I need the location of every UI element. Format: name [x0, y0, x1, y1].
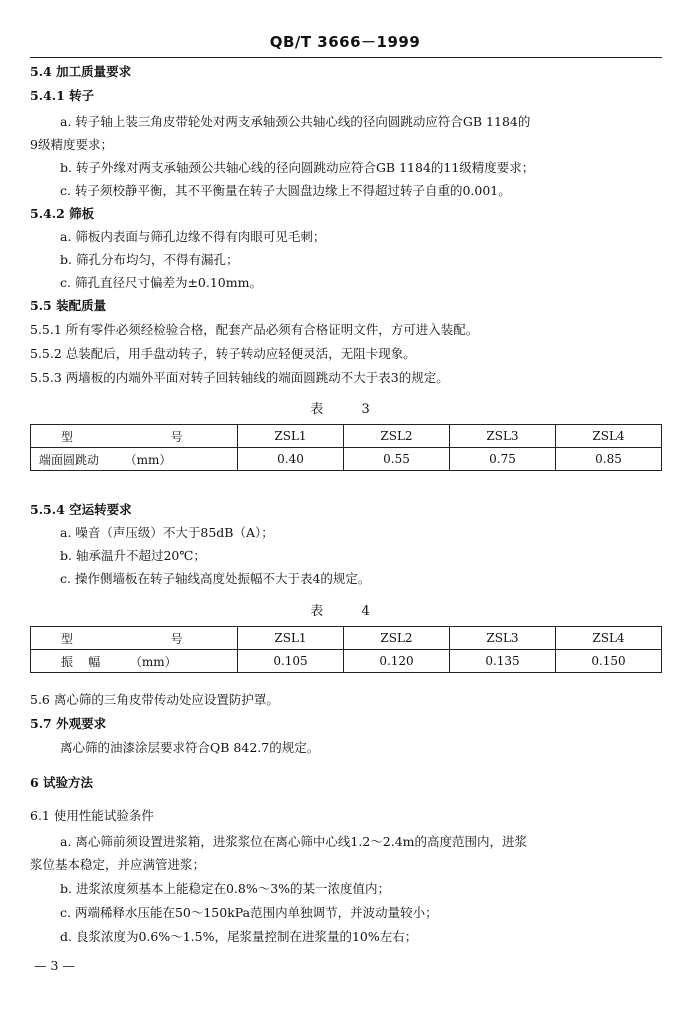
section-5-5-heading: 5.5 装配质量 — [30, 298, 107, 313]
item-5-4-1-a-line1: a. 转子轴上装三角皮带轮处对两支承轴颈公共轴心线的径向圆跳动应符合GB 1184的 — [60, 114, 531, 129]
item-5-4-1-a-line2: 9级精度要求； — [30, 137, 113, 152]
table-3-header-cell: ZSL1 — [238, 425, 344, 448]
item-5-5-4-b: b. 轴承温升不超过20℃； — [60, 548, 206, 563]
page-number: — 3 — — [34, 958, 75, 973]
page-header-standard-number: QB/T 3666－1999 — [269, 33, 421, 51]
item-5-5-4-c: c. 操作侧墙板在转子轴线高度处振幅不大于表4的规定。 — [60, 571, 371, 586]
table-4-header-row — [31, 627, 662, 650]
table-3-header-cell: ZSL3 — [450, 425, 556, 448]
table-4-row-unit: （mm） — [129, 654, 177, 669]
table-4-header-type: 型 — [61, 631, 74, 646]
section-5-6: 5.6 离心筛的三角皮带传动处应设置防护罩。 — [30, 692, 279, 707]
table-4-value-cell: 0.120 — [344, 650, 450, 673]
item-5-4-1-c: c. 转子须校静平衡，其不平衡量在转子大圆盘边缘上不得超过转子自重的0.001。 — [60, 183, 511, 198]
item-6-1-c: c. 两端稀释水压能在50～150kPa范围内单独调节，并波动量较小； — [60, 905, 438, 920]
section-5-7-heading: 5.7 外观要求 — [30, 716, 107, 731]
table-4-header-type-model — [31, 627, 238, 650]
header-rule — [30, 57, 662, 58]
table-3-header-cell: ZSL2 — [344, 425, 450, 448]
table-3-caption: 表 3 — [310, 402, 380, 417]
table-3-value-cell: 0.40 — [238, 448, 344, 471]
section-5-5-1: 5.5.1 所有零件必须经检验合格，配套产品必须有合格证明文件，方可进入装配。 — [30, 322, 479, 337]
table-4-value-cell: 0.105 — [238, 650, 344, 673]
table-4-row-label-cell — [31, 650, 238, 673]
table-3-header-cell: ZSL4 — [556, 425, 662, 448]
section-5-4-2-heading: 5.4.2 筛板 — [30, 206, 95, 221]
table-4-header-cell: ZSL3 — [450, 627, 556, 650]
table-3-value-cell: 0.75 — [450, 448, 556, 471]
table-4-header-model: 号 — [170, 631, 183, 646]
section-5-4-heading: 5.4 加工质量要求 — [30, 64, 132, 79]
table-4-header-cell: ZSL2 — [344, 627, 450, 650]
table-3-row-label: 端面圆跳动 — [39, 452, 100, 467]
item-5-5-4-a: a. 噪音（声压级）不大于85dB（A）； — [60, 525, 274, 540]
item-6-1-b: b. 进浆浓度须基本上能稳定在0.8%～3%的某一浓度值内； — [60, 881, 391, 896]
section-6-1-heading: 6.1 使用性能试验条件 — [30, 808, 154, 823]
table-3-header-type: 型 — [61, 429, 74, 444]
table-4-header-cell: ZSL1 — [238, 627, 344, 650]
item-5-4-2-b: b. 筛孔分布均匀，不得有漏孔； — [60, 252, 239, 267]
section-5-5-2: 5.5.2 总装配后，用手盘动转子，转子转动应轻便灵活，无阻卡现象。 — [30, 346, 416, 361]
section-5-7-text: 离心筛的油漆涂层要求符合QB 842.7的规定。 — [60, 740, 320, 755]
item-6-1-d: d. 良浆浓度为0.6%～1.5%，尾浆量控制在进浆量的10%左右； — [60, 929, 418, 944]
table-4 — [30, 626, 662, 673]
item-5-4-2-a: a. 筛板内表面与筛孔边缘不得有肉眼可见毛刺； — [60, 229, 326, 244]
table-3-data-row — [31, 448, 662, 471]
table-4-row-label: 振 幅 — [61, 654, 101, 669]
table-4-caption: 表 4 — [310, 604, 380, 619]
section-5-4-1-heading: 5.4.1 转子 — [30, 88, 95, 103]
item-6-1-a-line1: a. 离心筛前须设置进浆箱，进浆浆位在离心筛中心线1.2～2.4m的高度范围内，进浆 — [60, 834, 528, 849]
table-3-value-cell: 0.85 — [556, 448, 662, 471]
section-6-heading: 6 试验方法 — [30, 775, 94, 790]
section-5-5-4-heading: 5.5.4 空运转要求 — [30, 502, 132, 517]
section-5-5-3: 5.5.3 两墙板的内端外平面对转子回转轴线的端面圆跳动不大于表3的规定。 — [30, 370, 449, 385]
table-3-value-cell: 0.55 — [344, 448, 450, 471]
table-3-row-label-cell — [31, 448, 238, 471]
table-4-value-cell: 0.150 — [556, 650, 662, 673]
table-4-value-cell: 0.135 — [450, 650, 556, 673]
table-4-header-cell: ZSL4 — [556, 627, 662, 650]
item-6-1-a-line2: 浆位基本稳定，并应满管进浆； — [30, 857, 206, 872]
table-4-data-row — [31, 650, 662, 673]
table-3-header-model: 号 — [170, 429, 183, 444]
table-3-header-row — [31, 425, 662, 448]
table-3-row-unit: （mm） — [124, 452, 172, 467]
item-5-4-1-b: b. 转子外缘对两支承轴颈公共轴心线的径向圆跳动应符合GB 1184的11级精度要求； — [60, 160, 535, 175]
table-3-header-type-model — [31, 425, 238, 448]
table-3 — [30, 424, 662, 471]
item-5-4-2-c: c. 筛孔直径尺寸偏差为±0.10mm。 — [60, 275, 262, 290]
